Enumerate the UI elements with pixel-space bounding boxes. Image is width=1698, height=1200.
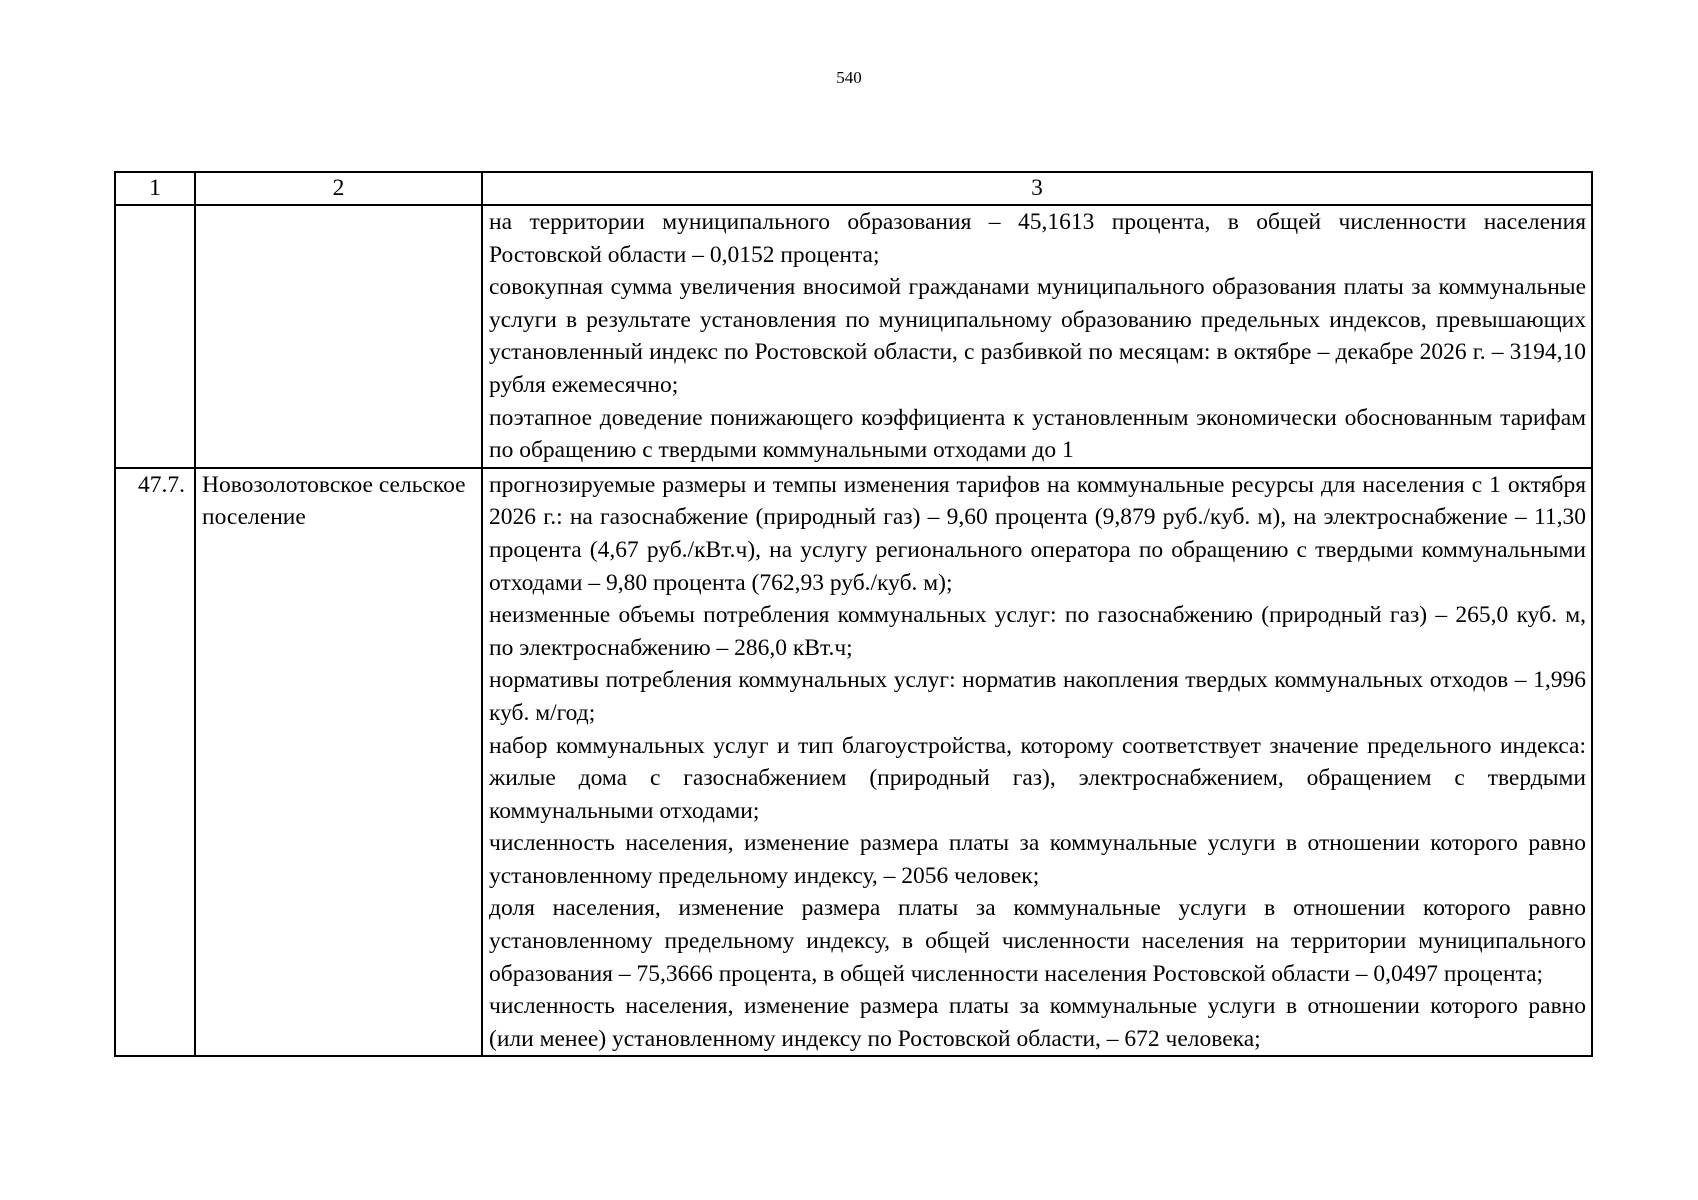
description-cell [482, 205, 1592, 468]
paragraph: нормативы потребления коммунальных услуг: норматив накопления твердых коммунальных отходов – 1,996 куб. м/год; [489, 667, 1586, 726]
row-number-cell: 47.7. [115, 468, 195, 1057]
table-row [115, 205, 1592, 468]
paragraph: совокупная сумма увеличения вносимой гражданами муниципального образования платы за коммунальные услуги в результате установления по муниципальному образованию предельных индексов, превышающих установленный индекс по Ростовской области, с разбивкой по месяцам: в октябре – декабре 2026 г. – 3194,10 рубля ежемесячно; [489, 274, 1586, 398]
municipality-name-cell [195, 205, 482, 468]
column-header-2: 2 [195, 172, 482, 205]
paragraph: неизменные объемы потребления коммунальных услуг: по газоснабжению (природный газ) – 265,0 куб. м, по электроснабжению – 286,0 кВт.ч; [489, 602, 1586, 661]
paragraph: на территории муниципального образования – 45,1613 процента, в общей численности населения Ростовской области – 0,0152 процента; [489, 209, 1586, 268]
paragraph: численность населения, изменение размера платы за коммунальные услуги в отношении которого равно (или менее) установленному индексу по Ростовской области, – 672 человека; [489, 993, 1586, 1052]
paragraph: доля населения, изменение размера платы за коммунальные услуги в отношении которого равно установленному предельному индексу, в общей численности населения на территории муниципального образования – 75,3666 процента, в общей численности населения Ростовской области – 0,0497 процента; [489, 895, 1586, 987]
description-cell [482, 468, 1592, 1057]
table-row [115, 468, 1592, 1057]
table-header-row [115, 172, 1592, 205]
column-header-1: 1 [115, 172, 195, 205]
row-number-cell [115, 205, 195, 468]
paragraph: прогнозируемые размеры и темпы изменения тарифов на коммунальные ресурсы для населения с 1 октября 2026 г.: на газоснабжение (природный газ) – 9,60 процента (9,879 руб./куб. м), на электроснабжение – 11,30 процента (4,67 руб./кВт.ч), на услугу регионального оператора по обращению с твердыми коммунальными отходами – 9,80 процента (762,93 руб./куб. м); [489, 471, 1586, 596]
column-header-3: 3 [482, 172, 1592, 205]
paragraph: численность населения, изменение размера платы за коммунальные услуги в отношении которого равно установленному предельному индексу, – 2056 человек; [489, 830, 1586, 889]
document-table [114, 171, 1593, 1057]
paragraph: набор коммунальных услуг и тип благоустройства, которому соответствует значение предельного индекса: жилые дома с газоснабжением (природный газ), электроснабжением, обращением с твердыми коммунальными отходами; [489, 732, 1586, 824]
municipality-name-cell: Новозолотовское сельское поселение [195, 468, 482, 1057]
page-number: 540 [836, 68, 862, 87]
paragraph: поэтапное доведение понижающего коэффициента к установленным экономически обоснованным тарифам по обращению с твердыми коммунальными отходами до 1 [489, 404, 1586, 464]
